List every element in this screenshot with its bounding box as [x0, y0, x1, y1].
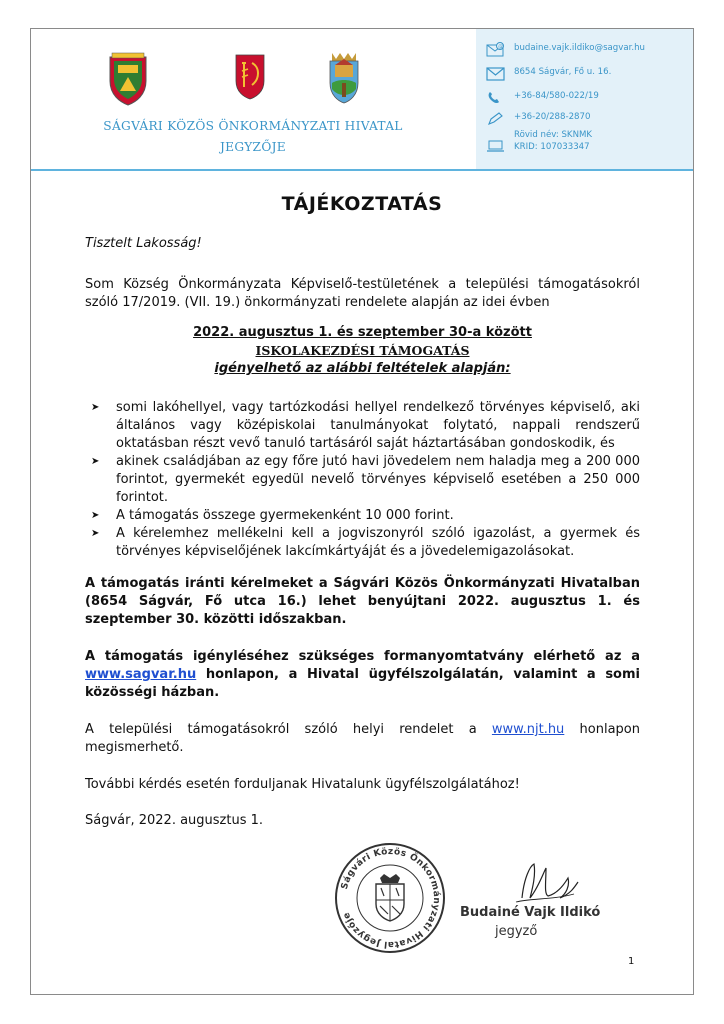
greeting: Tisztelt Lakosság! — [85, 236, 202, 251]
pen-icon — [486, 111, 506, 127]
conditions-list — [85, 399, 640, 561]
contact-mobile — [476, 110, 693, 128]
arrow-bullet-icon: ➤ — [91, 510, 100, 521]
form-paragraph: A támogatás igényléséhez szükséges formanyomtatvány elérhető az a www.sagvar.hu honlapon, a Hivatal ügyfélszolgálatán, valamint a somi közösségi házban. — [85, 649, 640, 700]
arrow-bullet-icon: ➤ — [91, 402, 100, 413]
support-name-heading: ISKOLAKEZDÉSI TÁMOGATÁS — [255, 343, 470, 358]
questions-line: További kérdés esetén forduljanak Hivatalunk ügyfélszolgálatához! — [85, 777, 520, 792]
krid-text: KRID: 107033347 — [514, 142, 590, 152]
place-date: Ságvár, 2022. augusztus 1. — [85, 813, 264, 828]
phone-text: +36-84/580-022/19 — [514, 91, 599, 101]
svg-text:@: @ — [498, 44, 504, 50]
contact-panel — [476, 29, 693, 169]
conditions-heading: igényelhető az alábbi feltételek alapján: — [214, 361, 511, 376]
contact-ids — [476, 130, 693, 160]
email-at-icon — [486, 42, 506, 58]
phone-icon — [486, 90, 506, 106]
document-title: TÁJÉKOZTATÁS — [281, 193, 443, 215]
som-crest-icon — [234, 51, 266, 101]
sagvar-link[interactable]: www.sagvar.hu — [85, 667, 197, 682]
sagvar-crest-icon — [106, 51, 150, 107]
contact-phone — [476, 89, 693, 107]
list-item: ➤ A támogatás összege gyermekenként 10 000 forint. — [91, 508, 454, 523]
envelope-icon — [486, 66, 506, 82]
contact-email — [476, 41, 693, 59]
laptop-icon — [486, 138, 506, 154]
list-item: ➤ A kérelemhez mellékelni kell a jogviszonyról szóló igazolást, a gyermek és törvényes képviselőjének lakcímkártyáját és a jövedelemigazolásokat. — [91, 526, 640, 559]
contact-address — [476, 65, 693, 83]
period-heading: 2022. augusztus 1. és szeptember 30-a között — [193, 325, 532, 340]
office-subtitle: JEGYZŐJE — [220, 140, 286, 154]
decree-paragraph: A települési támogatásokról szóló helyi rendelet a www.njt.hu honlapon megismerhető. — [85, 722, 640, 755]
signer-name: Budainé Vajk Ildikó — [460, 905, 601, 920]
short-name-text: Rövid név: SKNMK — [514, 130, 593, 140]
handwritten-signature — [512, 858, 582, 908]
address-text: 8654 Ságvár, Fő u. 16. — [514, 67, 612, 77]
office-name: SÁGVÁRI KÖZÖS ÖNKORMÁNYZATI HIVATAL — [103, 119, 403, 133]
header-rule — [31, 169, 693, 171]
third-crest-icon — [326, 51, 362, 105]
official-stamp — [332, 840, 448, 956]
page-number: 1 — [628, 956, 635, 967]
arrow-bullet-icon: ➤ — [91, 528, 100, 539]
signer-role: jegyző — [495, 924, 538, 939]
list-item: ➤ akinek családjában az egy főre jutó havi jövedelem nem haladja meg a 200 000 forintot, gyermekét egyedül nevelő törvényes képviselő esetében a 250 000 forintot. — [91, 454, 640, 505]
njt-link[interactable]: www.njt.hu — [491, 722, 565, 737]
intro-paragraph: Som Község Önkormányzata Képviselő-testületének a települési támogatásokról szóló 17/2019. (VII. 19.) önkormányzati rendelete alapján az idei évben — [85, 277, 640, 310]
list-item: ➤ somi lakóhellyel, vagy tartózkodási hellyel rendelkező törvényes képviselő, aki általános vagy középiskolai tanulmányokat folytató, nappali rendszerű oktatásban részt vevő tanuló tartásáról saját háztartásában gondoskodik, és — [91, 400, 640, 451]
letterhead — [31, 29, 693, 169]
submission-paragraph: A támogatás iránti kérelmeket a Ságvári Közös Önkormányzati Hivatalban (8654 Ságvár, Fő utca 16.) lehet benyújtani 2022. augusztus 1. és szeptember 30. közötti időszakban. — [85, 576, 640, 627]
email-text[interactable]: budaine.vajk.ildiko@sagvar.hu — [514, 43, 645, 53]
arrow-bullet-icon: ➤ — [91, 456, 100, 467]
mobile-text: +36-20/288-2870 — [514, 112, 591, 122]
stamp-text: Ságvári Közös Önkormányzati Hivatal Jegyzője — [339, 846, 442, 950]
